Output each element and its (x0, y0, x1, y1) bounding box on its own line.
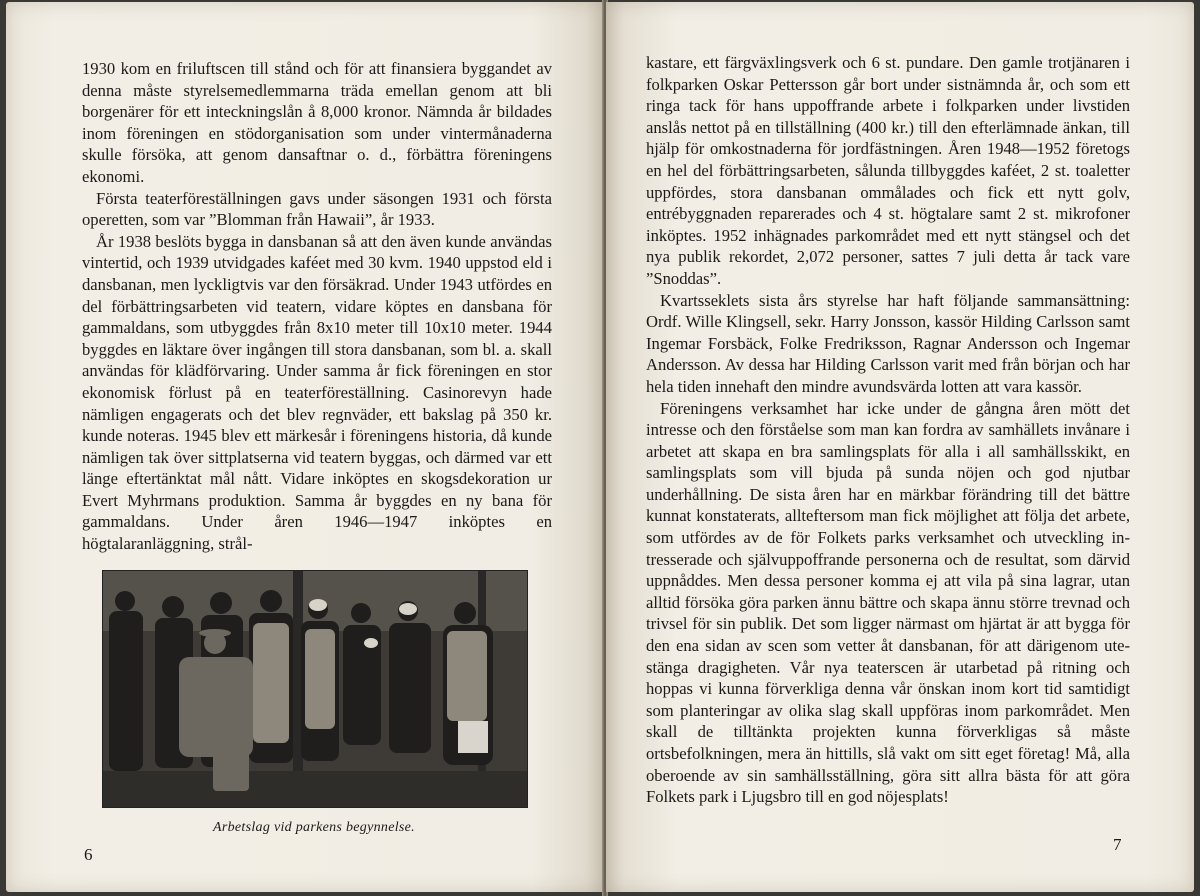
group-photo-image (103, 571, 527, 807)
right-page-text (646, 52, 1130, 808)
photo-caption: Arbetslag vid parkens begynnelse. (213, 820, 415, 835)
group-photo (102, 570, 528, 808)
right-paragraph-3: Föreningens verksamhet har icke under de gångna åren mött det intresse och den förståelse som man kan fordra av samhällets invånare i arbetet att skapa en bra samlingsplats för alla i all samhällsskikt, en samlingsplats som vill bjuda på sunda nöjen och god njutbar underhållning. De sista åren har en märkbar förändring till det bättre kunnat konstaterats, allteftersom man fick möjlighet att följa det arbete, som utfördes av de för Folkets parks verksamhet och utveckling intresserade och självuppoffrande personerna och de resultat, som därvid uppnåddes. Men dessa personer komma ej att vila på sina lagrar, utan alltid försöka göra parken ännu bättre och skapa ännu större trevnad och trivsel för sin publik. Det som ligger närmast om hjärtat är att bygga för den ena sidan av scen som vetter åt dansbanan, för att därigenom utestänga dragigheten. Vår nya teaterscen är utarbetad på ritning och hoppas vi kunna förverkliga denna vår önskan inom kort tid samtidigt som planteringar av olika slag skall uppföras inom parkområdet. Men skall de tilltänkta projekten kunna förverkligas så måste ortsbefolkningen, mera än hittills, slå vakt om sitt eget företag! Må, alla oberoende av sin samhällsställning, göra sitt allra bästa för att göra Folkets park i Ljugsbro till en god nöjesplats! (646, 398, 1130, 807)
photo-apron (458, 721, 488, 753)
page-number-right: 7 (1113, 835, 1122, 854)
left-page (6, 2, 604, 892)
right-paragraph-2: Kvartsseklets sista års styrelse har haft följande sammansättning: Ordf. Wille Klingsell, sekr. Harry Jonsson, kassör Hilding Carlsson samt Ingemar Forsbäck, Folke Fredriksson, Ragnar Andersson och Ingemar Andersson. Av dessa har Hilding Carlsson varit med från början och har hela tiden innehaft den mindre avundsvärda lotten att vara kassör. (646, 290, 1130, 396)
page-number-left: 6 (84, 845, 93, 864)
left-paragraph-3: År 1938 beslöts bygga in dansbanan så att den även kunde användas vintertid, och 1939 utvidgades kaféet med 30 kvm. 1940 uppstod eld i dansbanan, men lyckligtvis var den försäkrad. Under 1943 utfördes en del förbättringsarbeten vid teatern, vidare köptes en dansbana för gammaldans, som utbyggdes från 8x10 meter till 10x10 meter. 1944 byggdes en läktare över ingången till stora dansbanan, som bl. a. skall användas för klädförvaring. Under samma år fick föreningen en stor ekonomisk förlust på en teaterföreställning. Casinorevyn hade nämligen engagerats och det blev regnväder, ett bakslag på 350 kr. kunde noteras. 1945 blev ett märkesår i föreningens historia, då kunde nämligen tak över sittplatserna vid teatern byggas, och därmed var ett länge eftertänktat mål nått. Vidare inköptes en skogsdekoration ur Evert Myhrmans produktion. Samma år byggdes en ny bana för gammaldans. Under åren 1946—1947 inköptes en högtalaranläggning, strål- (82, 231, 552, 554)
photo-ground (103, 771, 527, 807)
left-paragraph-2: Första teaterföreställningen gavs under säsongen 1931 och första operetten, som var ”Blomman från Hawaii”, år 1933. (82, 188, 552, 230)
right-paragraph-1: kastare, ett färgväxlingsverk och 6 st. pundare. Den gamle trotjänaren i folkparken Oskar Pettersson går bort under sistnämnda år, och som ett ringa tack för hans uppoffrande arbete i folkparken under livstiden anslås nettot på en tillställning (400 kr.) till den efterlämnade änkan, till hjälp för omkostnaderna för jordfästningen. Åren 1948—1952 företogs en hel del förbättringsarbeten, sålunda tillbyggdes kaféet, 2 st. toaletter uppfördes, stora dansbanan ommålades och fick ett nytt golv, entrébyggnaden reparerades och 4 st. högtalare samt 2 st. mikrofoner inköptes. 1952 inhägnades parkområdet med ett nytt stängsel och det nya publik rekordet, 2,072 personer, sattes 7 juli detta år tack vare ”Snoddas”. (646, 53, 1130, 288)
left-page-text (82, 58, 552, 555)
right-page (606, 2, 1194, 892)
left-paragraph-1: 1930 kom en friluftscen till stånd och för att finansiera byggandet av denna måste styrelsemedlemmarna träda emellan genom att bli borgenärer för ett inteckningslån å 8,000 kronor. Nämnda år bildades inom föreningen en stödorganisation som under vintermånaderna skulle försöka, att genom dansaftnar o. d., förbättra föreningens ekonomi. (82, 59, 552, 186)
